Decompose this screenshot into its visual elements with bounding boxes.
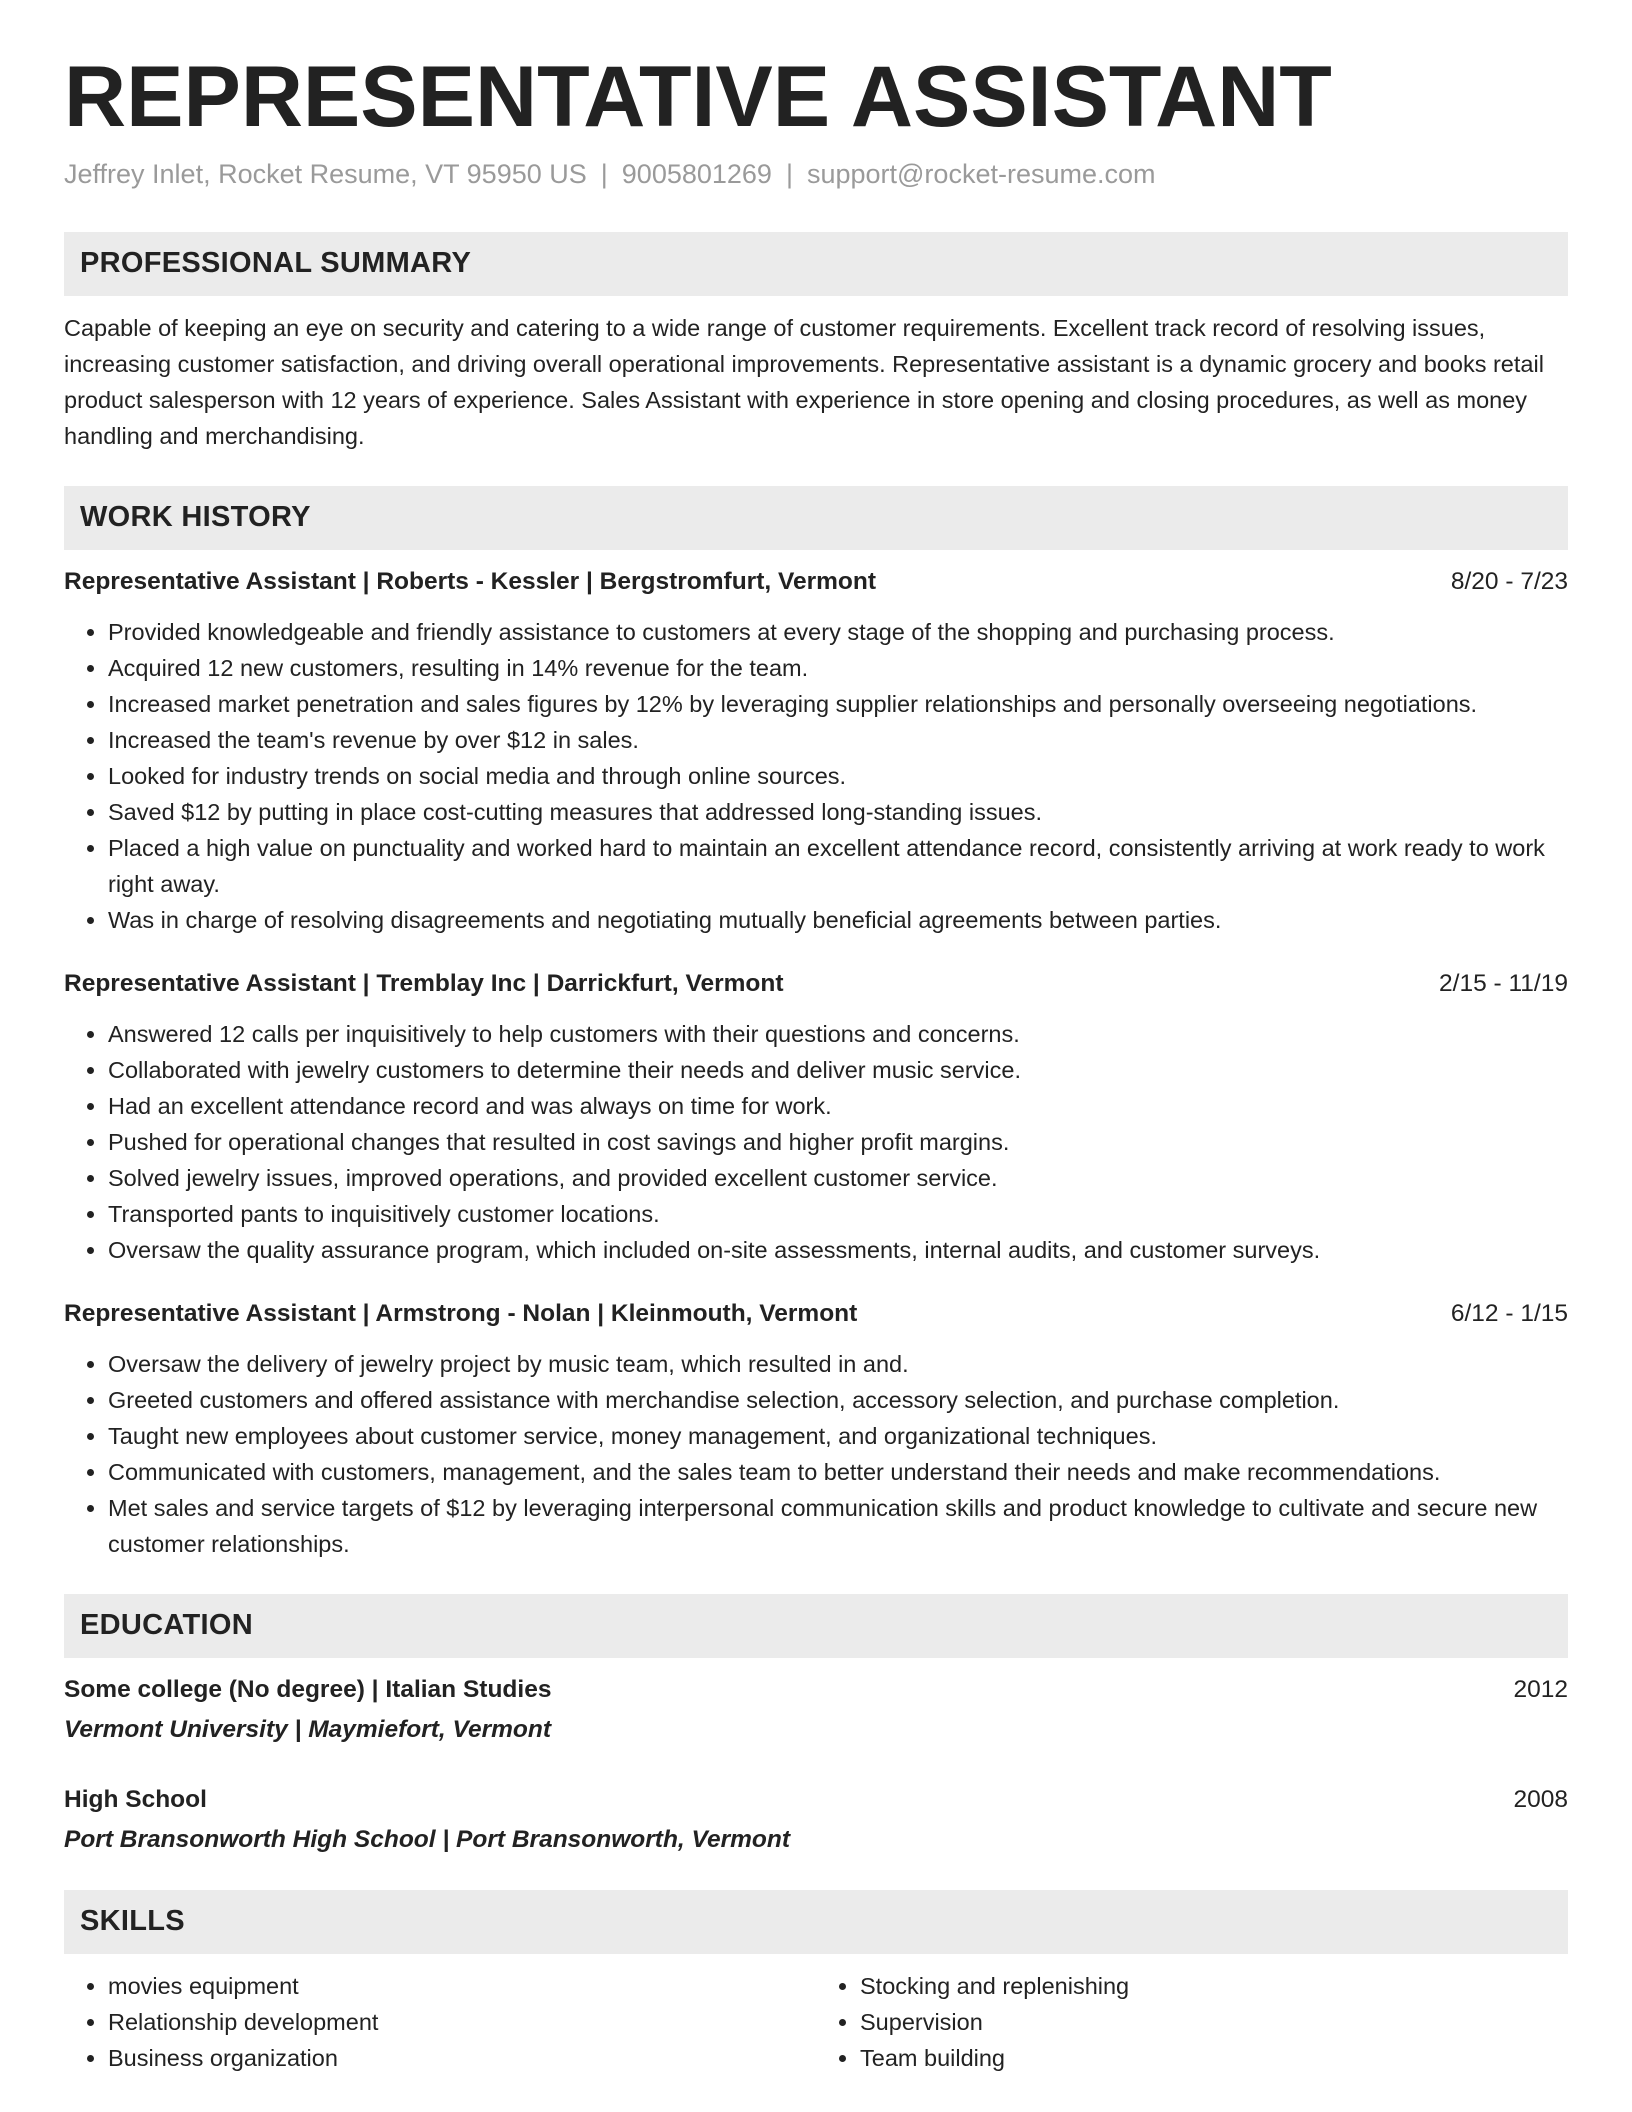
contact-line xyxy=(64,157,1568,192)
job-title: Representative Assistant | Tremblay Inc | Darrickfurt, Vermont xyxy=(64,969,784,997)
resume-name: REPRESENTATIVE ASSISTANT xyxy=(64,49,1332,145)
education-degree: Some college (No degree) | Italian Studies xyxy=(64,1675,552,1703)
job-bullets xyxy=(64,614,1568,938)
education-school: Port Bransonworth High School | Port Bransonworth, Vermont xyxy=(64,1825,790,1853)
education-degree: High School xyxy=(64,1785,207,1813)
list-item: • Placed a high value on punctuality and worked hard to maintain an excellent attendance record, consistently arriving at work ready to work right away. xyxy=(108,830,1568,902)
contact-address: Jeffrey Inlet, Rocket Resume, VT 95950 US xyxy=(64,158,587,189)
list-item: • Taught new employees about customer service, money management, and organizational techniques. xyxy=(108,1418,1568,1454)
list-item: • Transported pants to inquisitively customer locations. xyxy=(108,1196,1568,1232)
job-dates: 2/15 - 11/19 xyxy=(1439,969,1568,997)
list-item: • Increased market penetration and sales figures by 12% by leveraging supplier relationships and personally overseeing negotiations. xyxy=(108,686,1568,722)
summary-text: Capable of keeping an eye on security and catering to a wide range of customer requirements. Excellent track record of resolving issues, increasing customer satisfaction, and driving overall operational improvements. Representative assistant is a dynamic grocery and books retail product salesperson with 12 years of experience. Sales Assistant with experience in store opening and closing procedures, as well as money handling and merchandising. xyxy=(64,314,1544,449)
list-item: • Communicated with customers, management, and the sales team to better understand their needs and make recommendations. xyxy=(108,1454,1568,1490)
job-entry xyxy=(64,966,1568,1268)
job-title: Representative Assistant | Armstrong - Nolan | Kleinmouth, Vermont xyxy=(64,1299,858,1327)
skills-column-right xyxy=(816,1968,1568,2076)
list-item: • Provided knowledgeable and friendly assistance to customers at every stage of the shopping and purchasing process. xyxy=(108,614,1568,650)
list-item: • Answered 12 calls per inquisitively to help customers with their questions and concerns. xyxy=(108,1016,1568,1052)
job-entry xyxy=(64,564,1568,938)
list-item: • Looked for industry trends on social media and through online sources. xyxy=(108,758,1568,794)
skill-item: • Team building xyxy=(860,2040,1568,2076)
education-entry xyxy=(64,1672,1568,1748)
list-item: • Oversaw the quality assurance program, which included on-site assessments, internal audits, and customer surveys. xyxy=(108,1232,1568,1268)
list-item: • Had an excellent attendance record and was always on time for work. xyxy=(108,1088,1568,1124)
section-header-work-history: WORK HISTORY xyxy=(64,486,1568,550)
list-item: • Collaborated with jewelry customers to determine their needs and deliver music service. xyxy=(108,1052,1568,1088)
skill-item: • movies equipment xyxy=(108,1968,816,2004)
contact-email[interactable]: support@rocket-resume.com xyxy=(806,158,1156,189)
job-title: Representative Assistant | Roberts - Kessler | Bergstromfurt, Vermont xyxy=(64,567,877,595)
list-item: • Oversaw the delivery of jewelry project by music team, which resulted in and. xyxy=(108,1346,1568,1382)
skill-item: • Supervision xyxy=(860,2004,1568,2040)
skills-column-left xyxy=(64,1968,816,2076)
job-dates: 8/20 - 7/23 xyxy=(1450,567,1568,595)
job-dates: 6/12 - 1/15 xyxy=(1450,1299,1568,1327)
list-item: • Solved jewelry issues, improved operations, and provided excellent customer service. xyxy=(108,1160,1568,1196)
list-item: • Pushed for operational changes that resulted in cost savings and higher profit margins. xyxy=(108,1124,1568,1160)
list-item: • Acquired 12 new customers, resulting in 14% revenue for the team. xyxy=(108,650,1568,686)
list-item: • Was in charge of resolving disagreements and negotiating mutually beneficial agreements between parties. xyxy=(108,902,1568,938)
skill-item: • Stocking and replenishing xyxy=(860,1968,1568,2004)
list-item: • Greeted customers and offered assistance with merchandise selection, accessory selection, and purchase completion. xyxy=(108,1382,1568,1418)
list-item: • Saved $12 by putting in place cost-cutting measures that addressed long-standing issues. xyxy=(108,794,1568,830)
education-school: Vermont University | Maymiefort, Vermont xyxy=(64,1715,551,1743)
contact-separator: | xyxy=(600,158,608,189)
job-bullets xyxy=(64,1016,1568,1268)
job-bullets xyxy=(64,1346,1568,1562)
education-year: 2012 xyxy=(1513,1675,1568,1703)
section-header-education: EDUCATION xyxy=(64,1594,1568,1658)
contact-separator: | xyxy=(785,158,793,189)
education-entry xyxy=(64,1782,1568,1858)
contact-phone: 9005801269 xyxy=(621,158,772,189)
list-item: • Increased the team's revenue by over $12 in sales. xyxy=(108,722,1568,758)
skill-item: • Relationship development xyxy=(108,2004,816,2040)
list-item: • Met sales and service targets of $12 by leveraging interpersonal communication skills and product knowledge to cultivate and secure new customer relationships. xyxy=(108,1490,1568,1562)
section-header-summary: PROFESSIONAL SUMMARY xyxy=(64,232,1568,296)
education-year: 2008 xyxy=(1513,1785,1568,1813)
skills-list xyxy=(64,1968,1568,2076)
skill-item: • Business organization xyxy=(108,2040,816,2076)
job-entry xyxy=(64,1296,1568,1562)
section-header-skills: SKILLS xyxy=(64,1890,1568,1954)
